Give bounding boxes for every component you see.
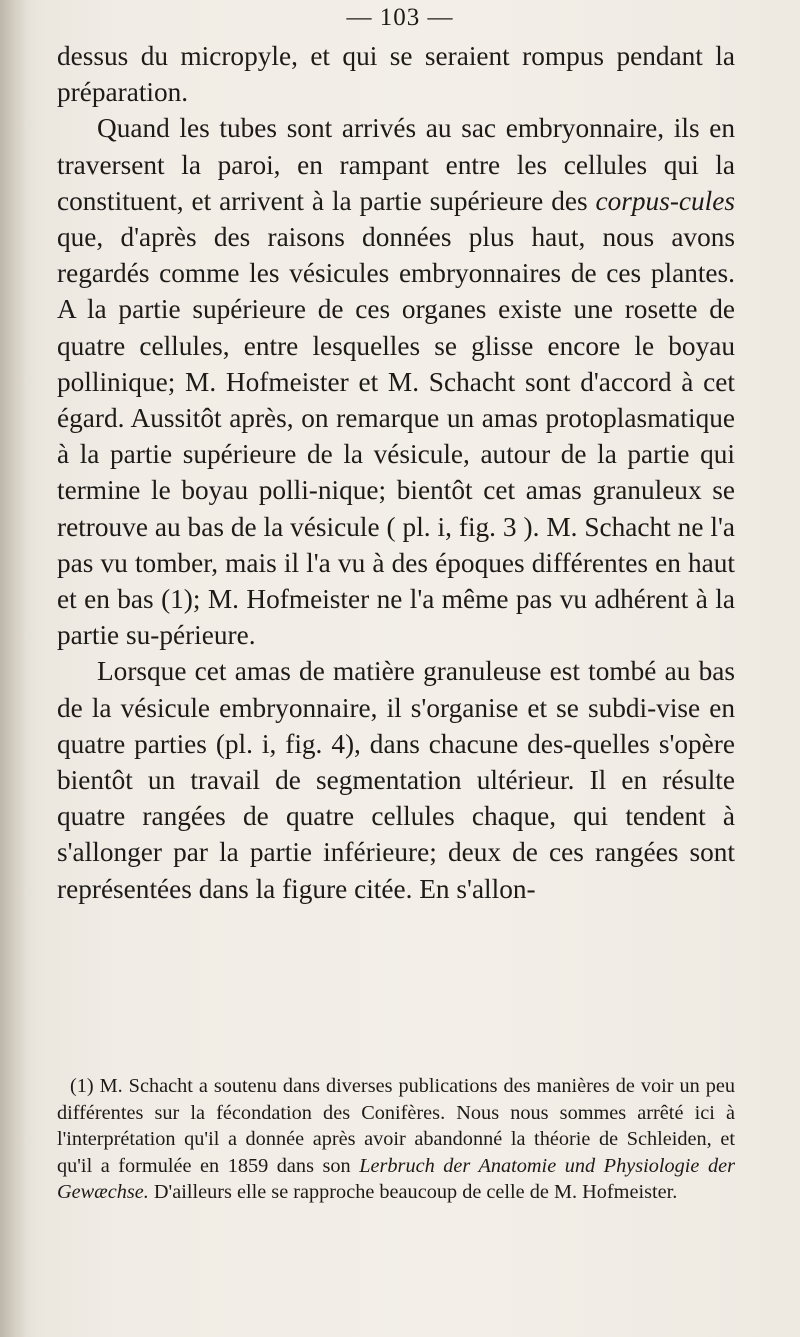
binding-shadow: [0, 0, 26, 1337]
footnote-book-title: Lerbruch der Anatomie und Physiologie der Gewæchse.: [57, 1154, 736, 1204]
footnote-text-start: (1) M. Schacht a soutenu dans diverses publications des manières de voir un peu différentes sur la fécondation des Conifères. Nous nous sommes arrêté ici à l'interprétation qu'il a donnée après avoir abandonné la théorie de Schleiden, et qu'il a formulée en 1859 dans son: [57, 1075, 735, 1177]
footnote-1: [57, 1073, 735, 1206]
italic-term-corpuscules: corpus-cules: [595, 185, 735, 216]
paragraph-1: dessus du micropyle, et qui se seraient rompus pendant la préparation.: [57, 41, 735, 108]
footnote: [57, 1073, 735, 1206]
paragraph-3: Lorsque cet amas de matière granuleuse est tombé au bas de la vésicule embryonnaire, il s'organise et se subdi-vise en quatre parties (pl. i, fig. 4), dans chacune des-quelles s'opère bientôt un travail de segmentation ultérieur. Il en résulte quatre rangées de quatre cellules chaque, qui tendent à s'allonger par la partie inférieure; deux de ces rangées sont représentées dans la figure citée. En s'allon-: [57, 656, 735, 904]
main-text: [57, 38, 735, 907]
footnote-text-end: D'ailleurs elle se rapproche beaucoup de celle de M. Hofmeister.: [153, 1181, 678, 1204]
paragraph-2: [57, 110, 735, 653]
paragraph-2-start: Quand les tubes sont arrivés au sac embryonnaire, ils en traversent la paroi, en rampant entre les cellules qui la constituent, et arrivent à la partie supérieure des: [57, 113, 735, 216]
paragraph-2-end: que, d'après des raisons données plus haut, nous avons regardés comme les vésicules embryonnaires de ces plantes. A la partie supérieure de ces organes existe une rosette de quatre cellules, entre lesquelles se glisse encore le boyau pollinique; M. Hofmeister et M. Schacht sont d'accord à cet égard. Aussitôt après, on remarque un amas protoplasmatique à la partie supérieure de la vésicule, autour de la partie qui termine le boyau polli-nique; bientôt cet amas granuleux se retrouve au bas de la vésicule ( pl. i, fig. 3 ). M. Schacht ne l'a pas vu tomber, mais il l'a vu à des époques différentes en haut et en bas (1); M. Hofmeister ne l'a même pas vu adhérent à la partie su-périeure.: [57, 222, 735, 651]
page-number: — 103 —: [346, 4, 454, 31]
